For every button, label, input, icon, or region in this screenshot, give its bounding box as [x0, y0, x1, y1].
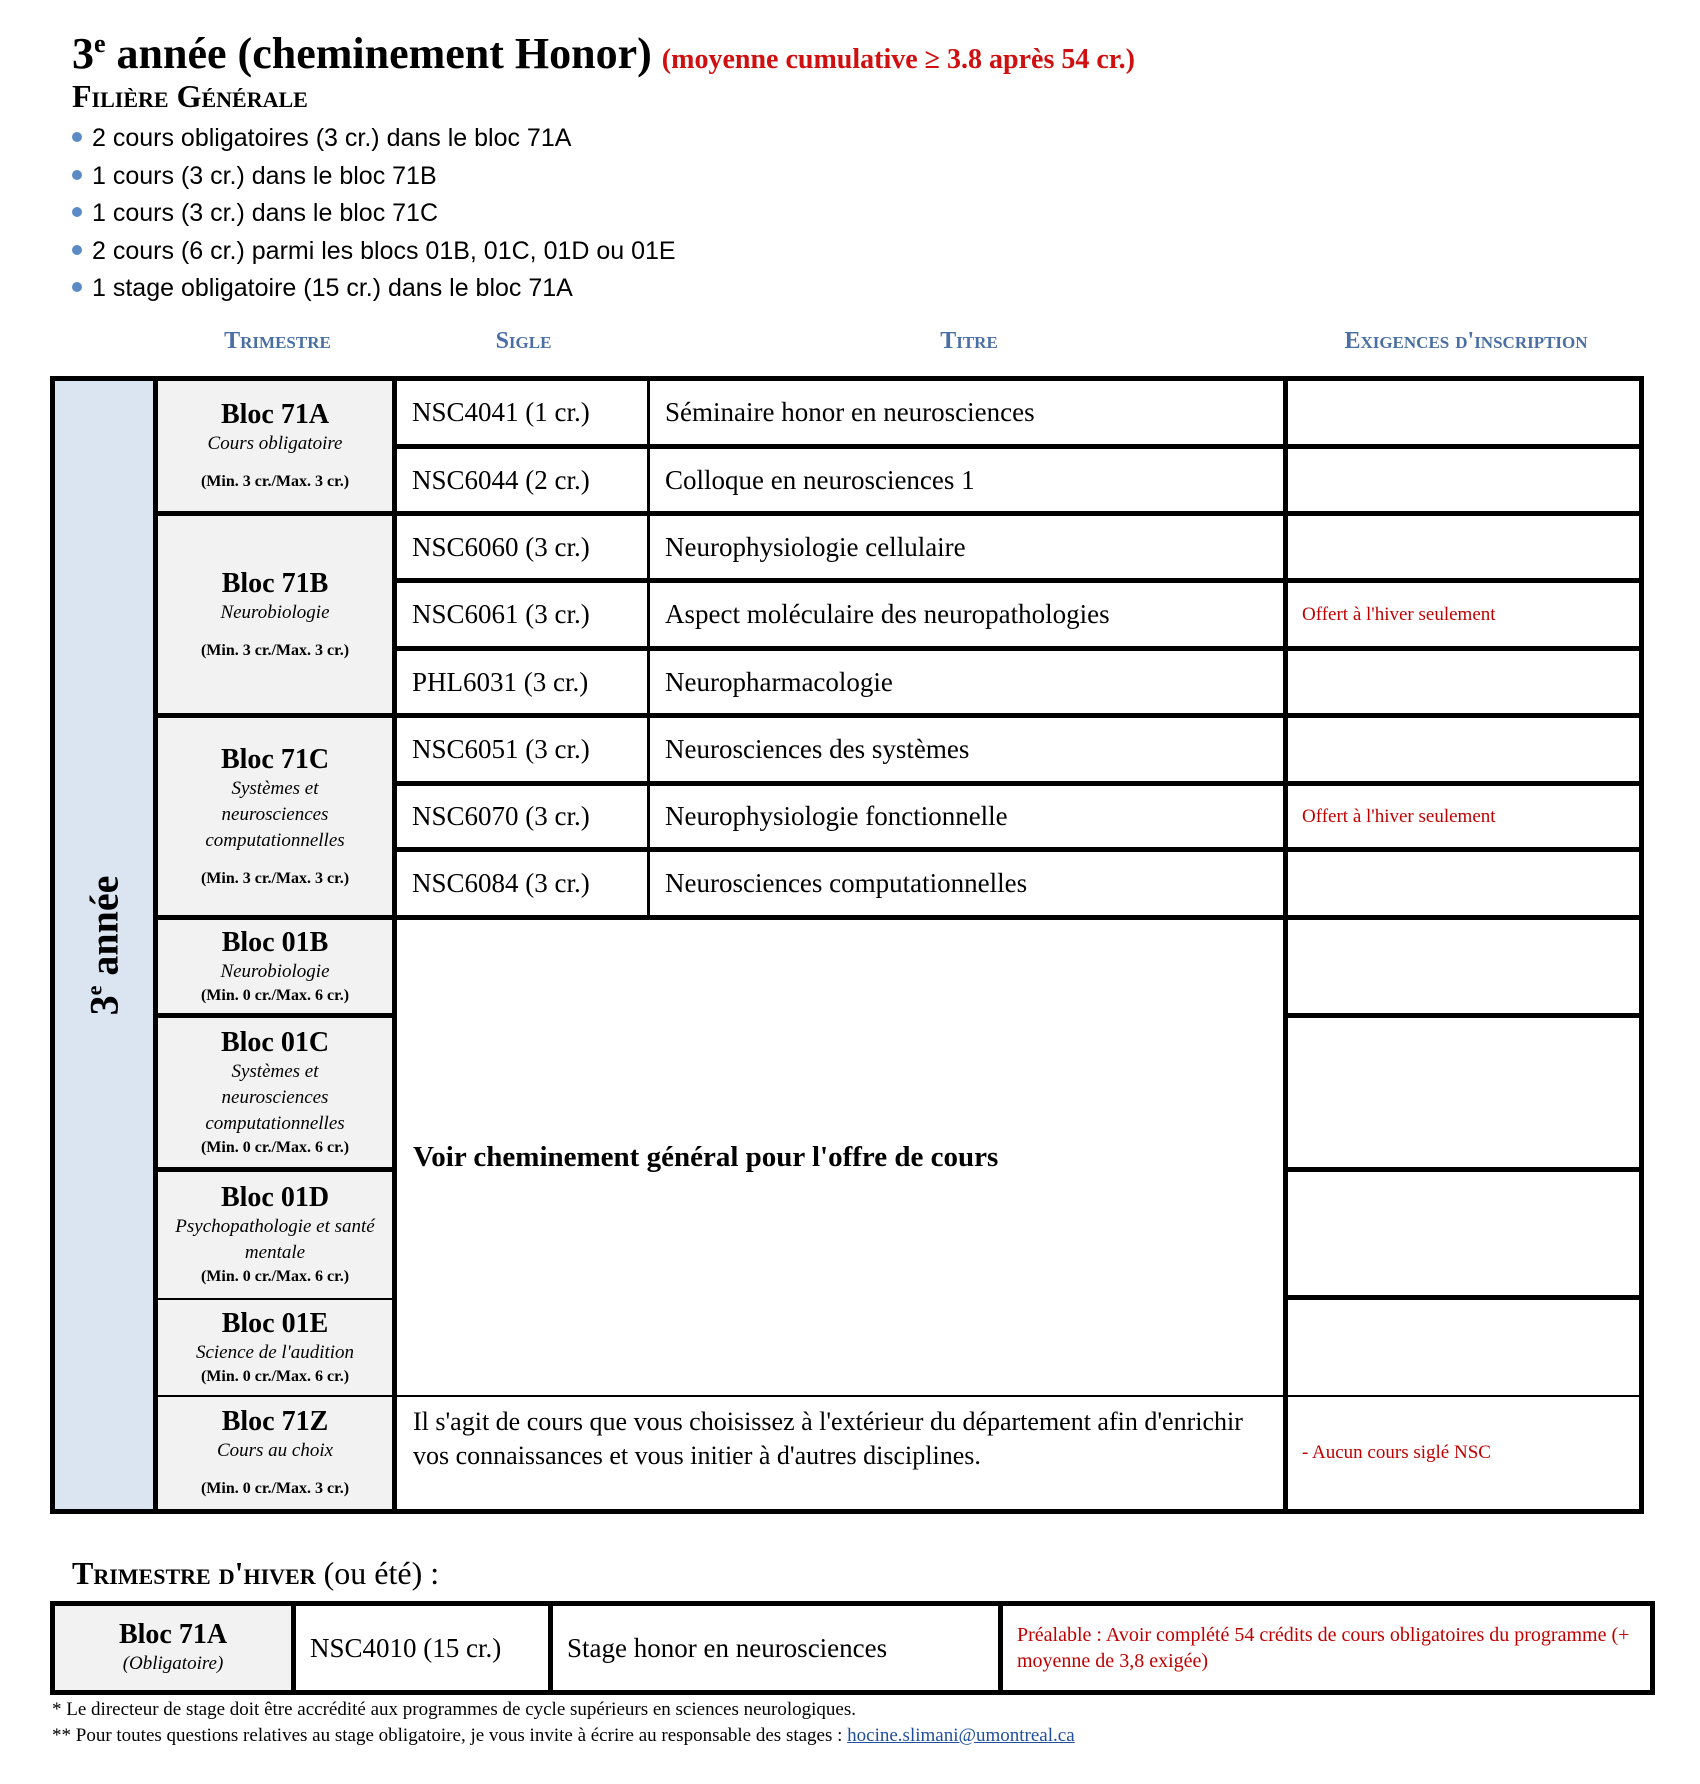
course-sigle: PHL6031 (3 cr.) — [397, 651, 650, 718]
bloc-71z-description: Il s'agit de cours que vous choisissez à l'extérieur du département afin d'enrichir vos connaissances et vous initier à d'autres disciplines. — [397, 1397, 1288, 1509]
title-requirement: (moyenne cumulative ≥ 3.8 après 54 cr.) — [661, 44, 1135, 75]
course-title: Neuropharmacologie — [650, 651, 1288, 718]
winter-heading-suffix: (ou été) : — [315, 1555, 440, 1591]
requirement-text: 1 cours (3 cr.) dans le bloc 71C — [92, 199, 438, 227]
bloc-credit-range: (Min. 3 cr./Max. 3 cr.) — [200, 473, 350, 490]
bloc-credit-range: (Min. 0 cr./Max. 6 cr.) — [200, 1367, 350, 1385]
course-requirement — [1288, 1300, 1639, 1397]
bloc-name: Bloc 01D — [220, 1182, 330, 1213]
bloc-name: Bloc 71A — [118, 1619, 228, 1650]
requirement-item — [72, 270, 676, 308]
bullet-icon — [72, 282, 82, 292]
bloc-71z — [158, 1397, 397, 1509]
course-requirement — [1288, 718, 1639, 786]
bloc-name: Bloc 71A — [220, 399, 330, 430]
year-text: année — [81, 875, 127, 986]
winter-heading-label: Trimestre d'hiver — [72, 1555, 316, 1591]
course-sigle: NSC6070 (3 cr.) — [397, 786, 650, 852]
winter-course-sigle: NSC4010 (15 cr.) — [296, 1606, 553, 1690]
course-title: Séminaire honor en neurosciences — [650, 381, 1288, 449]
course-requirement — [1288, 1172, 1639, 1300]
bloc-01b — [158, 920, 397, 1018]
contact-email-link[interactable]: hocine.slimani@umontreal.ca — [847, 1725, 1075, 1746]
course-title: Neurosciences des systèmes — [650, 718, 1288, 786]
course-requirement: Offert à l'hiver seulement — [1288, 786, 1639, 852]
course-requirement — [1288, 1018, 1639, 1172]
bullet-icon — [72, 245, 82, 255]
column-header-exigences: Exigences d'inscription — [1344, 328, 1588, 354]
bullet-icon — [72, 207, 82, 217]
winter-bloc — [55, 1606, 296, 1690]
course-title: Colloque en neurosciences 1 — [650, 449, 1288, 516]
course-sigle: NSC6061 (3 cr.) — [397, 583, 650, 651]
course-title: Aspect moléculaire des neuropathologies — [650, 583, 1288, 651]
course-requirement — [1288, 920, 1639, 1018]
year-number: 3 — [81, 994, 127, 1015]
course-sigle: NSC4041 (1 cr.) — [397, 381, 650, 449]
bloc-credit-range: (Min. 3 cr./Max. 3 cr.) — [200, 641, 350, 659]
course-sigle: NSC6044 (2 cr.) — [397, 449, 650, 516]
course-requirement — [1288, 449, 1639, 516]
bloc-description: (Obligatoire) — [122, 1653, 224, 1674]
footnote-1: * Le directeur de stage doit être accrédité aux programmes de cycle supérieurs en sciences neurologiques. — [52, 1699, 856, 1720]
bloc-description: Psychopathologie et santé mentale — [175, 1216, 375, 1263]
requirement-text: 1 cours (3 cr.) dans le bloc 71B — [92, 161, 437, 190]
page-title — [72, 18, 1135, 86]
bloc-credit-range: (Min. 0 cr./Max. 3 cr.) — [200, 1480, 350, 1497]
bloc-71a — [158, 381, 397, 516]
bloc-description: Neurobiologie — [220, 960, 330, 982]
bloc-name: Bloc 01E — [221, 1307, 329, 1339]
requirement-item — [72, 158, 676, 196]
winter-course-requirement: Préalable : Avoir complété 54 crédits de cours obligatoires du programme (+ moyenne de 3,8 exigée) — [1017, 1624, 1630, 1672]
footnote-2-text: ** Pour toutes questions relatives au stage obligatoire, je vous invite à écrire au responsable des stages : — [52, 1725, 848, 1746]
course-title: Neurosciences computationnelles — [650, 852, 1288, 920]
bullet-icon — [72, 170, 82, 180]
bloc-description: Neurobiologie — [220, 601, 330, 623]
requirement-text: 2 cours (6 cr.) parmi les blocs 01B, 01C, 01D ou 01E — [92, 236, 676, 265]
bloc-name: Bloc 71C — [220, 743, 330, 775]
bloc-01c — [158, 1018, 397, 1172]
requirements-list — [72, 120, 676, 308]
column-header-trimestre: Trimestre — [224, 328, 331, 354]
title-superscript: e — [94, 29, 106, 58]
requirement-item — [72, 233, 676, 271]
course-title: Neurophysiologie cellulaire — [650, 516, 1288, 583]
course-requirement — [1288, 852, 1639, 920]
bloc-description: Science de l'audition — [195, 1341, 355, 1363]
column-header-titre: Titre — [940, 328, 998, 354]
course-sigle: NSC6084 (3 cr.) — [397, 852, 650, 920]
bloc-credit-range: (Min. 3 cr./Max. 3 cr.) — [200, 869, 350, 887]
bloc-credit-range: (Min. 0 cr./Max. 6 cr.) — [200, 1138, 350, 1156]
bloc-01e — [158, 1300, 397, 1397]
course-sigle: NSC6060 (3 cr.) — [397, 516, 650, 583]
bloc-name: Bloc 71B — [221, 567, 329, 599]
page-subtitle: Filière Générale — [72, 78, 308, 114]
title-text: année (cheminement Honor) — [105, 29, 652, 78]
winter-table — [50, 1601, 1655, 1695]
bloc-description: Systèmes et neurosciences computationnelles — [205, 777, 345, 851]
bullet-icon — [72, 132, 82, 142]
course-requirement — [1288, 381, 1639, 449]
bloc-description: Cours obligatoire — [207, 433, 343, 454]
bloc-71b — [158, 516, 397, 718]
bloc-credit-range: (Min. 0 cr./Max. 6 cr.) — [200, 986, 350, 1004]
title-number: 3 — [72, 29, 94, 78]
bloc-description: Systèmes et neurosciences computationnelles — [205, 1060, 345, 1134]
requirement-item — [72, 195, 676, 233]
bloc-credit-range: (Min. 0 cr./Max. 6 cr.) — [200, 1268, 350, 1285]
general-offer-note: Voir cheminement général pour l'offre de cours — [397, 920, 1288, 1397]
course-requirement — [1288, 651, 1639, 718]
column-header-sigle: Sigle — [495, 328, 552, 354]
bloc-01d — [158, 1172, 397, 1300]
requirement-item — [72, 120, 676, 158]
course-sigle: NSC6051 (3 cr.) — [397, 718, 650, 786]
footnote-2 — [52, 1724, 1075, 1748]
requirement-text: 2 cours obligatoires (3 cr.) dans le bloc 71A — [92, 124, 572, 152]
bloc-description: Cours au choix — [216, 1440, 334, 1461]
bloc-name: Bloc 01B — [221, 926, 329, 958]
bloc-name: Bloc 01C — [220, 1026, 330, 1058]
year-superscript: e — [81, 985, 107, 995]
course-requirement — [1288, 516, 1639, 583]
bloc-71c — [158, 718, 397, 920]
course-title: Neurophysiologie fonctionnelle — [650, 786, 1288, 852]
year-label — [55, 381, 153, 1509]
winter-course-title: Stage honor en neurosciences — [553, 1606, 1003, 1690]
bloc-71z-requirement: - Aucun cours siglé NSC — [1302, 1442, 1491, 1463]
requirement-text: 1 stage obligatoire (15 cr.) dans le bloc 71A — [92, 274, 573, 302]
course-requirement: Offert à l'hiver seulement — [1288, 583, 1639, 651]
bloc-name: Bloc 71Z — [221, 1406, 329, 1437]
winter-heading — [72, 1553, 439, 1593]
